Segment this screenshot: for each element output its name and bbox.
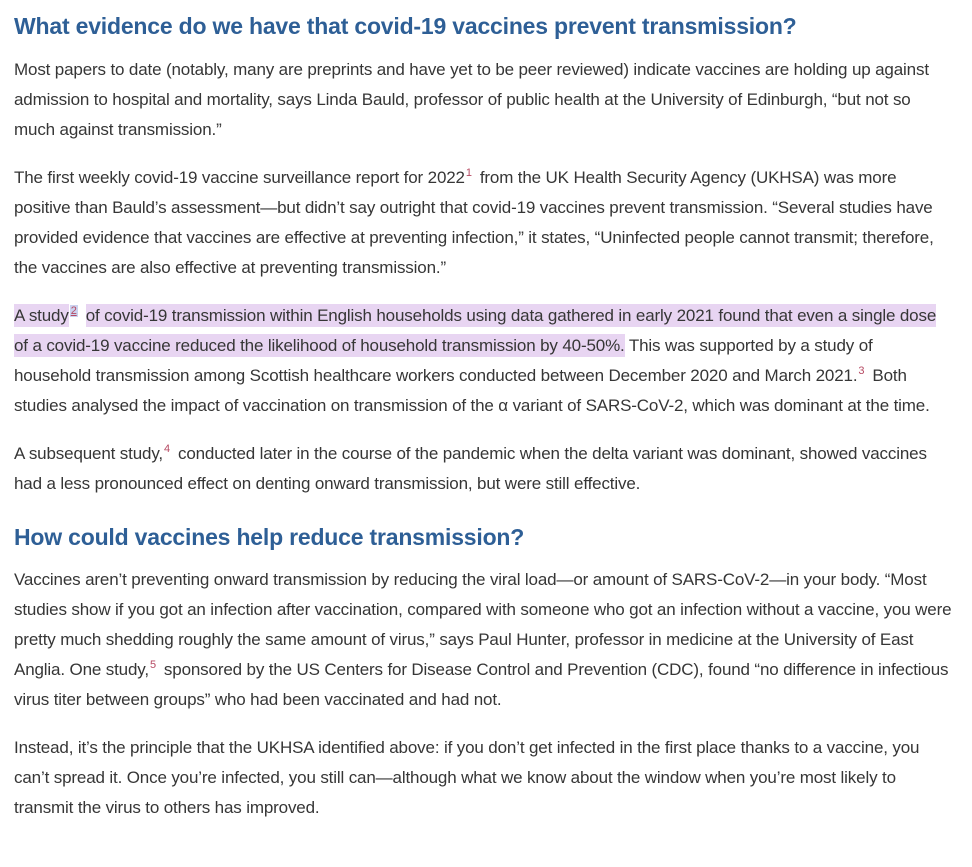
paragraph-text: Both studies analysed the impact of vaccination on transmission of the α variant of SARS-CoV-2, which was dominant at the time.	[14, 365, 930, 415]
paragraph-text: This was supported by a study of household transmission among Scottish healthcare workers conducted between December 2020 and March 2021.	[14, 335, 873, 385]
paragraph	[14, 55, 954, 145]
paragraph-text: conducted later in the course of the pandemic when the delta variant was dominant, showed vaccines had a less pronounced effect on denting onward transmission, but were still effective.	[14, 443, 927, 493]
paragraph-text: The first weekly covid-19 vaccine surveillance report for 2022	[14, 167, 465, 187]
reference-link-3[interactable]: 3	[858, 365, 865, 378]
paragraph	[14, 439, 954, 499]
highlighted-text: A study	[14, 305, 69, 325]
paragraph-text: from the UK Health Security Agency (UKHSA) was more positive than Bauld’s assessment—but didn’t say outright that covid-19 vaccines prevent transmission. “Several studies have provided evidence that vaccines are effective at preventing infection,” it states, “Uninfected people cannot transmit; therefore, the vaccines are also effective at preventing transmission.”	[14, 167, 934, 277]
paragraph	[14, 565, 954, 715]
paragraph-text: Instead, it’s the principle that the UKHSA identified above: if you don’t get infected in the first place thanks to a vaccine, you can’t spread it. Once you’re infected, you still can—although what we know about the window when you’re most likely to transmit the virus to others has improved.	[14, 737, 920, 817]
paragraph-text: Most papers to date (notably, many are preprints and have yet to be peer reviewed) indicate vaccines are holding up against admission to hospital and mortality, says Linda Bauld, professor of public health at the University of Edinburgh, “but not so much against transmission.”	[14, 59, 929, 139]
highlighted-text: of covid-19 transmission within English households using data gathered in early 2021 found that even a single dose of a covid-19 vaccine reduced the likelihood of household transmission by 40-50%.	[14, 305, 937, 355]
paragraph	[14, 733, 954, 823]
reference-link-1[interactable]: 1	[465, 167, 472, 180]
article-body	[14, 12, 954, 823]
section-heading-evidence: What evidence do we have that covid-19 vaccines prevent transmission?	[14, 13, 797, 39]
paragraph-text: A subsequent study,	[14, 443, 163, 463]
reference-link-4[interactable]: 4	[164, 443, 170, 456]
paragraph-text: Vaccines aren’t preventing onward transmission by reducing the viral load—or amount of SARS-CoV-2—in your body. “Most studies show if you got an infection after vaccination, compared with someone who got an infection without a vaccine, you were pretty much shedding roughly the same amount of virus,” says Paul Hunter, professor in medicine at the University of East Anglia. One study,	[14, 569, 952, 679]
section-heading-reduce-transmission: How could vaccines help reduce transmission?	[14, 523, 525, 550]
reference-link-5[interactable]: 5	[149, 658, 156, 671]
paragraph	[14, 163, 954, 283]
paragraph-text: sponsored by the US Centers for Disease Control and Prevention (CDC), found “no difference in infectious virus titer between groups” who had been vaccinated and had not.	[14, 659, 949, 709]
reference-link-2[interactable]: 2	[70, 305, 77, 318]
paragraph-highlighted	[14, 301, 954, 421]
